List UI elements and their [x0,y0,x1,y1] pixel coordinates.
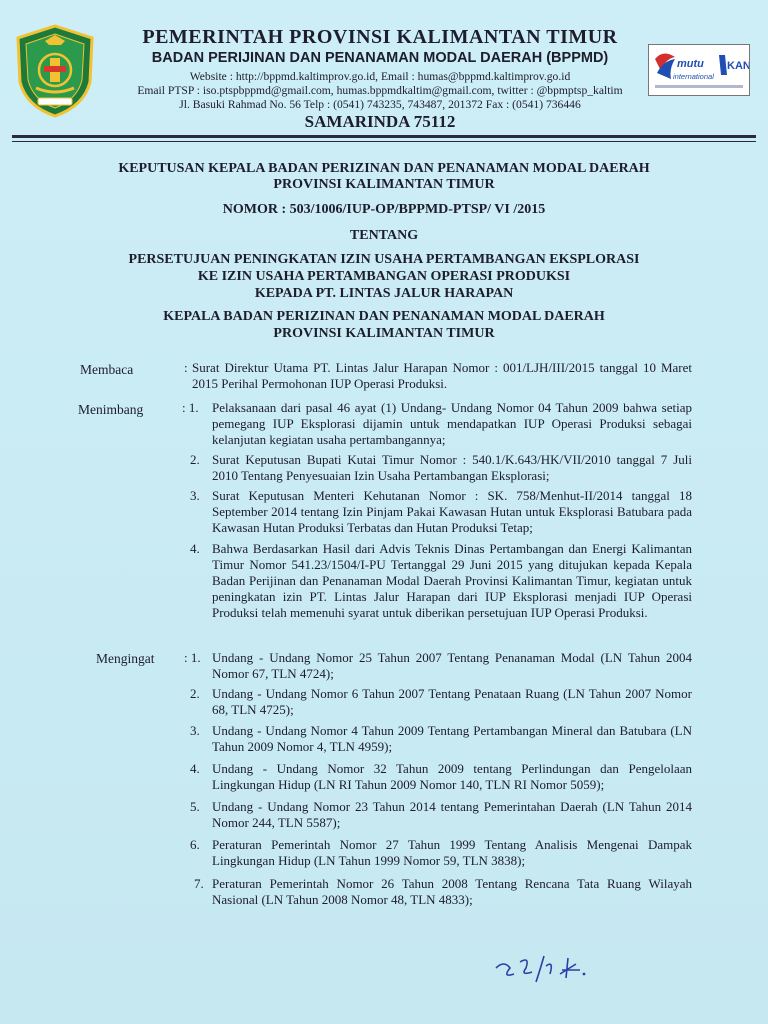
website-line: Website : http://bppmd.kaltimprov.go.id, Email : humas@bppmd.kaltimprov.go.id [189,70,571,83]
menimbang-item-4-number: 4. [190,541,200,556]
subject-line-3: KEPADA PT. LINTAS JALUR HARAPAN [254,286,514,301]
header-rule-thick [12,135,756,138]
menimbang-item-1-number: : 1. [182,400,199,415]
membaca-text: Surat Direktur Utama PT. Lintas Jalur Harapan Nomor : 001/LJH/III/2015 tanggal 10 Maret 2015 Perihal Permohonan IUP Operasi Produksi. [192,360,692,391]
government-name: PEMERINTAH PROVINSI KALIMANTAN TIMUR [142,26,618,48]
decree-about: TENTANG [349,228,419,243]
mengingat-item-7: Peraturan Pemerintah Nomor 26 Tahun 2008 Tentang Rencana Tata Ruang Wilayah Nasional (LN Tahun 2008 Nomor 48, TLN 4833); [212,876,692,907]
mengingat-item-3-number: 3. [190,723,200,738]
mutu-certification-icon [649,45,749,95]
mengingat-item-2: Undang - Undang Nomor 6 Tahun 2007 Tentang Penataan Ruang (LN Tahun 2007 Nomor 68, TLN 4725); [212,686,692,717]
international-label: international [673,72,714,81]
handwritten-initials-icon [490,948,590,998]
mutu-label: mutu [677,58,704,70]
menimbang-item-2-number: 2. [190,452,200,467]
mengingat-item-6: Peraturan Pemerintah Nomor 27 Tahun 1999 Tentang Analisis Mengenai Dampak Lingkungan Hidup (LN Tahun 1999 Nomor 59, TLN 3838); [212,837,692,868]
membaca-colon: : [184,360,188,375]
subject-line-2: KE IZIN USAHA PERTAMBANGAN OPERASI PRODUKSI [197,269,571,284]
city-postcode: SAMARINDA 75112 [304,112,456,131]
kan-label: KAN [727,60,749,72]
certification-badge [648,44,750,96]
mengingat-item-5-number: 5. [190,799,200,814]
menimbang-item-1: Pelaksanaan dari pasal 46 ayat (1) Undang- Undang Nomor 04 Tahun 2009 bahwa setiap pemegang IUP Eksplorasi dijamin untuk mendapatkan IUP Operasi Produksi sebagai kelanjutan kegiatan usaha pertambangannya; [212,400,692,447]
header-rule-thin [12,141,756,142]
mengingat-label: Mengingat [96,651,155,666]
menimbang-label: Menimbang [78,402,144,417]
provincial-emblem-icon [14,24,96,118]
mengingat-item-7-number: 7. [194,876,204,891]
mengingat-item-4: Undang - Undang Nomor 32 Tahun 2009 tentang Perlindungan dan Pengelolaan Lingkungan Hidup (LN RI Tahun 2009 Nomor 140, TLN RI Nomor 5059); [212,761,692,792]
mengingat-item-2-number: 2. [190,686,200,701]
mengingat-item-5: Undang - Undang Nomor 23 Tahun 2014 tentang Pemerintahan Daerah (LN Tahun 2014 Nomor 244, TLN 5587); [212,799,692,830]
membaca-label: Membaca [80,362,134,377]
subject-line-1: PERSETUJUAN PENINGKATAN IZIN USAHA PERTAMBANGAN EKSPLORASI [128,252,640,267]
mengingat-item-3: Undang - Undang Nomor 4 Tahun 2009 Tentang Pertambangan Mineral dan Batubara (LN Tahun 2009 Nomor 4, TLN 4959); [212,723,692,754]
mengingat-item-4-number: 4. [190,761,200,776]
mengingat-item-6-number: 6. [190,837,200,852]
menimbang-item-3-number: 3. [190,488,200,503]
email-line: Email PTSP : iso.ptspbppmd@gmail.com, humas.bppmdkaltim@gmail.com, twitter : @bpmptsp_kaltim [137,84,623,97]
official-line-2: PROVINSI KALIMANTAN TIMUR [273,326,495,341]
mengingat-item-1: Undang - Undang Nomor 25 Tahun 2007 Tentang Penanaman Modal (LN Tahun 2004 Nomor 67, TLN 4724); [212,650,692,681]
menimbang-item-4: Bahwa Berdasarkan Hasil dari Advis Teknis Dinas Pertambangan dan Energi Kalimantan Timur Nomor 541.23/1504/I-PU Tertanggal 29 Juni 2015 yang ditujukan kepada Kepala Badan Perijinan dan Penanaman Modal Daerah Provinsi Kalimantan Timur, kegiatan untuk peningkatan izin PT. Lintas Jalur Harapan dari IUP Eksplorasi menjadi IUP Operasi Produksi telah memenuhi syarat untuk diberikan persetujuan IUP Operasi Produksi. [212,541,692,620]
menimbang-item-2: Surat Keputusan Bupati Kutai Timur Nomor : 540.1/K.643/HK/VII/2010 tanggal 7 Juli 2010 Tentang Penyesuaian Izin Usaha Pertambangan Eksplorasi; [212,452,692,483]
decree-number: NOMOR : 503/1006/IUP-OP/BPPMD-PTSP/ VI /2015 [222,202,546,217]
menimbang-item-3: Surat Keputusan Menteri Kehutanan Nomor : SK. 758/Menhut-II/2014 tanggal 18 September 2014 tentang Izin Pinjam Pakai Kawasan Hutan untuk Eksplorasi Batubara pada Kawasan Hutan Produksi Terbatas dan Hutan Produksi Tetap; [212,488,692,535]
decree-title-line-1: KEPUTUSAN KEPALA BADAN PERIZINAN DAN PENANAMAN MODAL DAERAH [118,161,650,176]
official-line-1: KEPALA BADAN PERIZINAN DAN PENANAMAN MODAL DAERAH [163,309,605,324]
address-line: Jl. Basuki Rahmad No. 56 Telp : (0541) 743235, 743487, 201372 Fax : (0541) 736446 [179,98,581,111]
decree-title-line-2: PROVINSI KALIMANTAN TIMUR [273,177,495,192]
agency-name: BADAN PERIJINAN DAN PENANAMAN MODAL DAERAH (BPPMD) [151,50,609,66]
mengingat-item-1-number: : 1. [184,650,201,665]
